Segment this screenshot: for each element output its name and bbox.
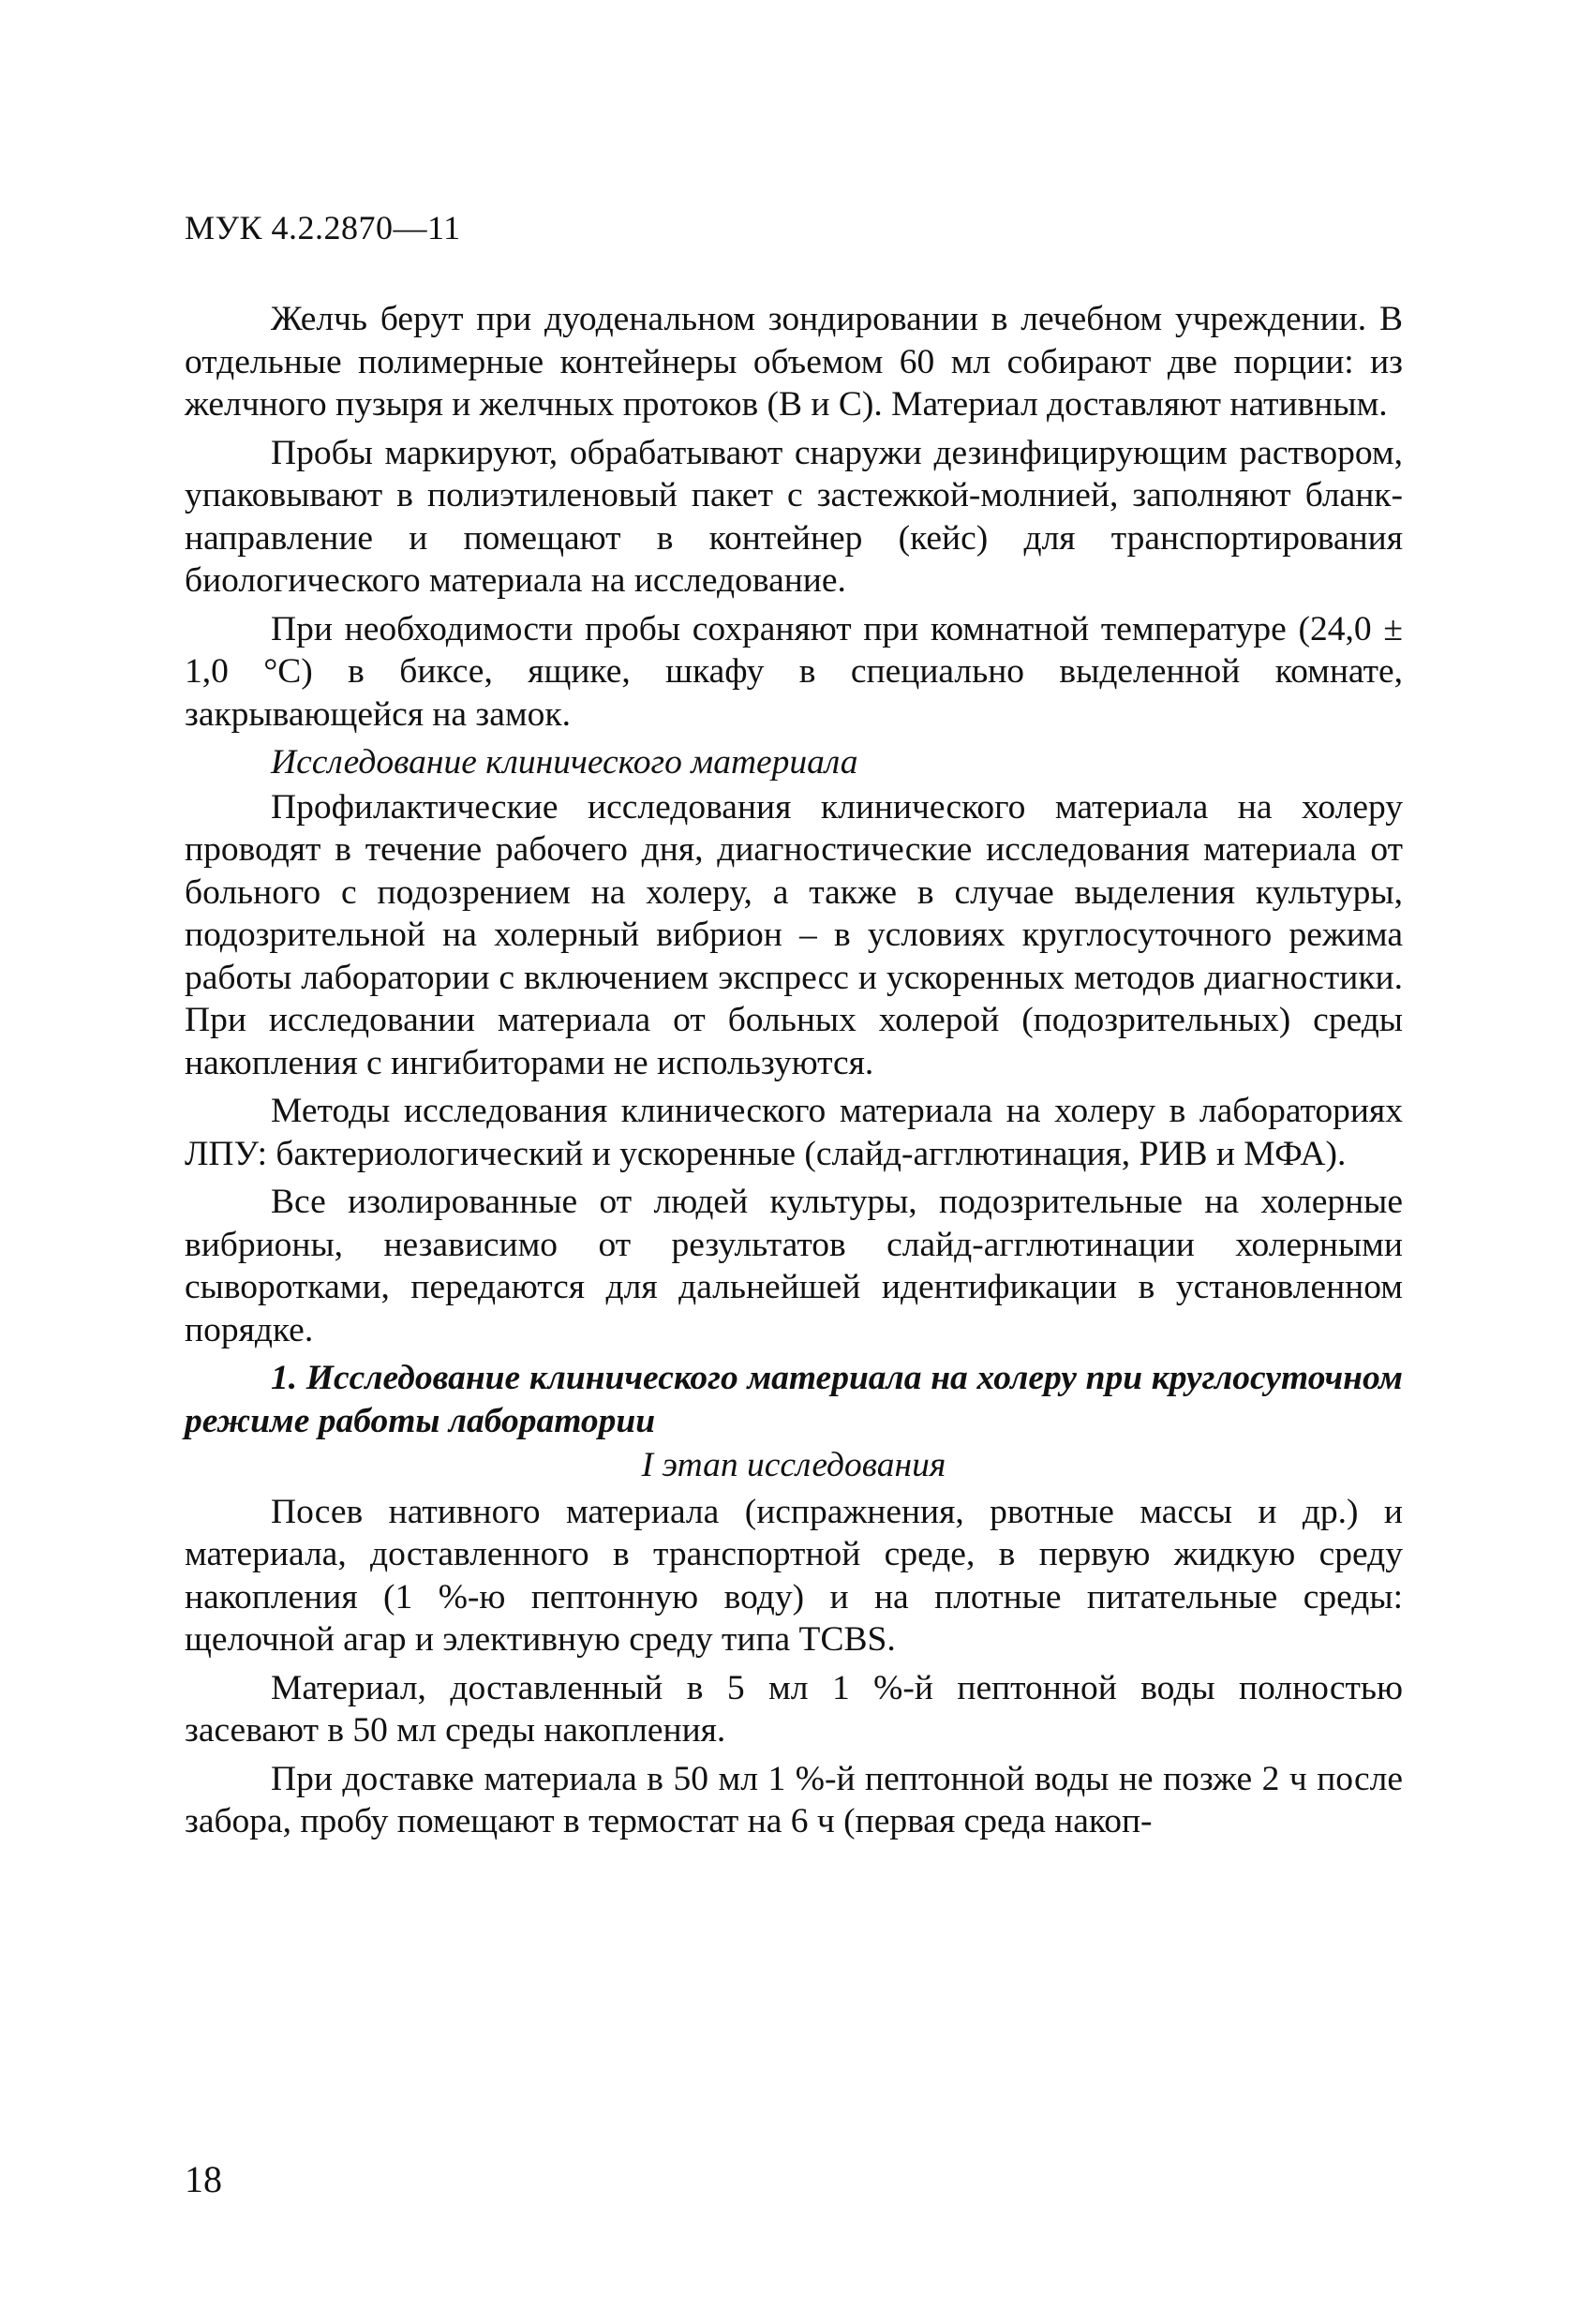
paragraph-bile-collection: Желчь берут при дуоденальном зондировании в лечебном учреждении. В отдельные полимерные контейнеры объемом 60 мл собирают две порции: из желчного пузыря и желчных протоков (В и С). Материал доставляют нативным. <box>185 300 1403 424</box>
paragraph-material-5ml: Материал, доставленный в 5 мл 1 %-й пептонной воды полностью засевают в 50 мл среды накопления. <box>185 1668 1403 1750</box>
paragraph-sample-labeling: Пробы маркируют, обрабатывают снаружи дезинфицирующим раствором, упаковывают в полиэтиленовый пакет с застежкой-молнией, заполняют бланк-направление и помещают в контейнер (кейс) для транспортирования биологического материала на исследование. <box>185 433 1403 600</box>
subheading-clinical-material: Исследование клинического материала <box>271 743 858 782</box>
paragraph-sample-storage: При необходимости пробы сохраняют при комнатной температуре (24,0 ± 1,0 °С) в биксе, ящике, шкафу в специально выделенной комнате, закрывающейся на замок. <box>185 609 1403 734</box>
stage-heading-1: I этап исследования <box>641 1446 946 1484</box>
paragraph-material-50ml: При доставке материала в 50 мл 1 %-й пептонной воды не позже 2 ч после забора, пробу помещают в термостат на 6 ч (первая среда накоп- <box>185 1759 1403 1840</box>
paragraph-native-material-seeding: Посев нативного материала (испражнения, рвотные массы и др.) и материала, доставленного в транспортной среде, в первую жидкую среду накопления (1 %-ю пептонную воду) и на плотные питательные среды: щелочной агар и элективную среду типа TCBS. <box>185 1492 1403 1659</box>
paragraph-research-methods: Методы исследования клинического материала на холеру в лабораториях ЛПУ: бактериологический и ускоренные (слайд-агглютинация, РИВ и МФА). <box>185 1092 1403 1173</box>
page-number: 18 <box>185 2158 222 2200</box>
document-code-header: МУК 4.2.2870—11 <box>185 209 461 246</box>
body-text <box>185 298 1403 1849</box>
section-heading-1: 1. Исследование клинического материала на холеру при круглосуточном режиме работы лаборатории <box>185 1359 1403 1440</box>
paragraph-isolated-cultures: Все изолированные от людей культуры, подозрительные на холерные вибрионы, независимо от результатов слайд-агглютинации холерными сыворотками, передаются для дальнейшей идентификации в установленном порядке. <box>185 1183 1403 1349</box>
paragraph-prophylactic-research: Профилактические исследования клинического материала на холеру проводят в течение рабочего дня, диагностические исследования материала от больного с подозрением на холеру, а также в случае выделения культуры, подозрительной на холерный вибрион – в условиях круглосуточного режима работы лаборатории с включением экспресс и ускоренных методов диагностики. При исследовании материала от больных холерой (подозрительных) среды накопления с ингибиторами не используются. <box>185 787 1403 1082</box>
